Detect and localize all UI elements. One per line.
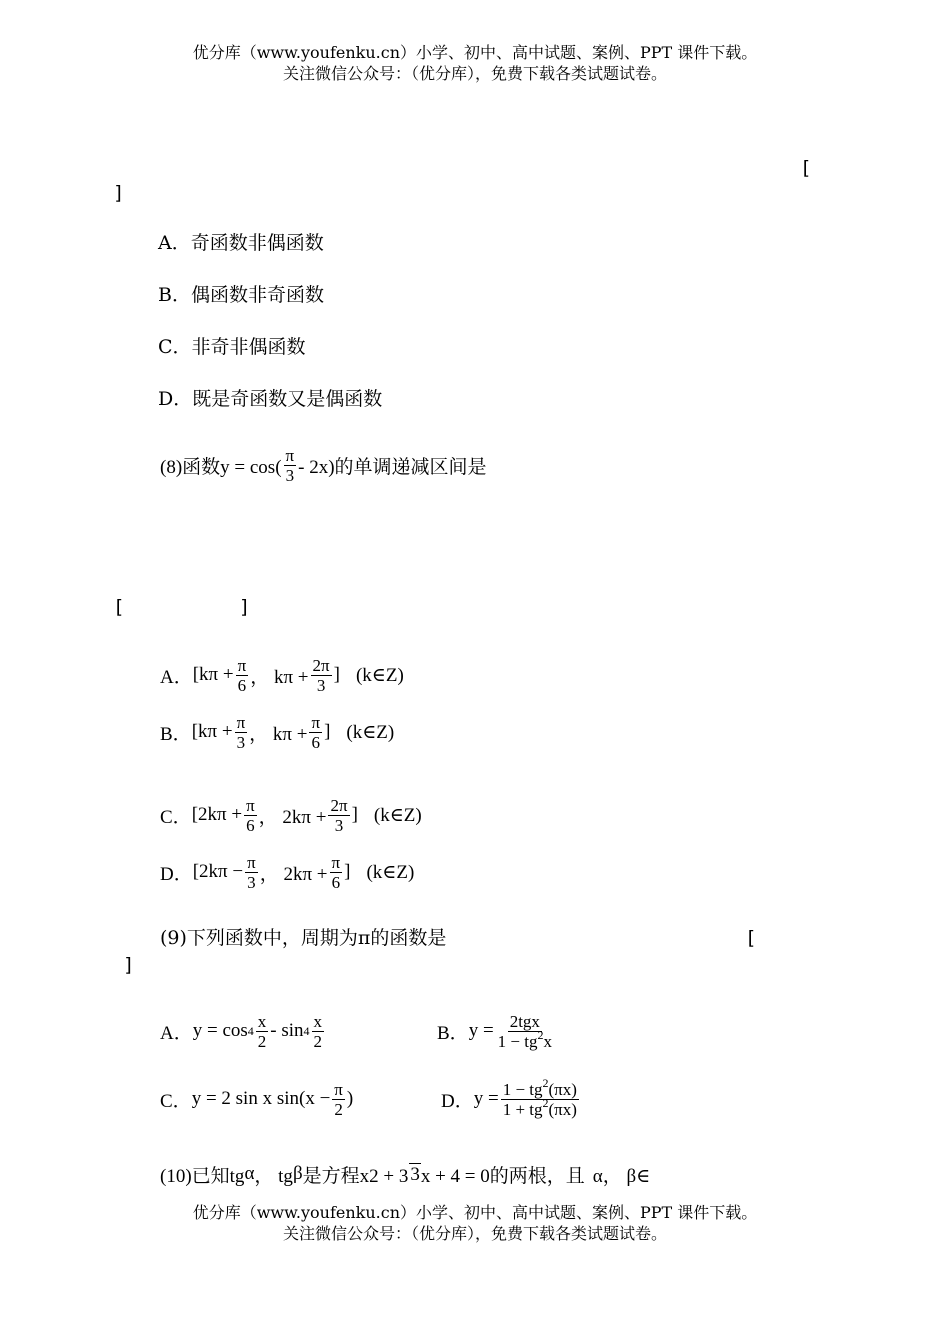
q8-option-c: [160, 790, 422, 840]
q8-option-a-condition: (k∈Z): [355, 664, 404, 686]
q9-option-a-mid: - sin: [270, 1020, 304, 1041]
q9-option-c: [160, 1074, 353, 1124]
frac-den: [496, 1027, 554, 1051]
footer-line-1: 优分库（www.youfenku.cn）小学、初中、高中试题、案例、PPT 课件下载。: [192, 1203, 758, 1222]
q7-bracket-close: ]: [113, 182, 125, 204]
q8-option-a-text-1: [kπ +: [192, 664, 234, 685]
num-part-b: (πx): [548, 1079, 577, 1099]
num-part-a: 1 − tg: [502, 1079, 543, 1099]
q8-option-b-text-2: ， kπ +: [249, 723, 308, 745]
q8-stem: [160, 440, 487, 490]
den-part-a: 1 + tg: [502, 1099, 543, 1119]
q10-part-3: 是方程x2 + 3: [302, 1165, 409, 1187]
footer-line-2: 关注微信公众号：（优分库），免费下载各类试题试卷。: [282, 1224, 667, 1243]
q8-option-c-frac-2: [328, 796, 349, 835]
frac-den: 3: [334, 815, 344, 835]
frac-den: 3: [316, 675, 326, 695]
q8-option-c-text-2: ， 2kπ +: [258, 806, 327, 828]
q9-option-b-label: B．: [437, 1022, 469, 1044]
q8-option-b-condition: (k∈Z): [346, 721, 395, 743]
q9-bracket-close: ]: [123, 954, 135, 976]
q9-stem: (9)下列函数中，周期为π的函数是: [160, 927, 447, 949]
q8-option-b-frac-1: [235, 713, 248, 752]
den-part-a: 1 − tg: [497, 1031, 538, 1051]
q10-alpha: α: [244, 1163, 255, 1184]
frac-num: π: [236, 712, 246, 732]
q9-option-a-frac-2: [312, 1012, 325, 1051]
frac-den: 2: [334, 1099, 343, 1119]
q10-part-4: x + 4 = 0的两根，且: [420, 1165, 585, 1187]
q9-option-a-frac-1: [256, 1012, 269, 1051]
frac-den: 6: [237, 675, 247, 695]
q8-option-d-text-2: ， 2kπ +: [259, 863, 328, 885]
q9-option-b-pre: y =: [468, 1020, 494, 1041]
frac-num: π: [331, 852, 341, 872]
q8-option-b: [160, 707, 394, 757]
q10-part-2: ， tg: [254, 1165, 293, 1187]
den-exp: 2: [537, 1027, 544, 1042]
q8-stem-fraction: [284, 446, 297, 485]
q7-option-c: C．非奇非偶函数: [158, 336, 306, 358]
frac-den: 2: [257, 1031, 267, 1051]
q8-stem-suffix: - 2x)的单调递减区间是: [298, 456, 487, 478]
q8-option-d: [160, 847, 414, 897]
q9-option-b-frac: [496, 1012, 554, 1051]
frac-den: 6: [246, 815, 255, 835]
q8-option-d-text-1: [2kπ −: [192, 861, 244, 882]
frac-num: π: [247, 852, 256, 872]
frac-den: 6: [331, 872, 341, 892]
q8-option-b-text-3: ]: [324, 721, 331, 742]
frac-num: π: [246, 795, 255, 815]
q8-option-c-condition: (k∈Z): [373, 804, 422, 826]
header-line-1: 优分库（www.youfenku.cn）小学、初中、高中试题、案例、PPT 课件下载。: [192, 43, 758, 62]
q8-option-d-frac-1: [245, 853, 258, 892]
q10-stem: [160, 1158, 650, 1190]
q7-option-b: B．偶函数非奇函数: [158, 284, 324, 306]
frac-num: [501, 1075, 579, 1100]
q8-stem-prefix: (8)函数y = cos(: [160, 456, 282, 478]
q9-option-a: A． y = cos 4 $\frac{x}{2}$ - sin 4 $\frac{x}{2}$: [160, 1011, 323, 1051]
header-line-2: 关注微信公众号：（优分库），免费下载各类试题试卷。: [282, 64, 667, 83]
q10-sqrt: 3: [410, 1163, 420, 1185]
q7-option-d: D．既是奇函数又是偶函数: [158, 388, 383, 410]
frac-num: x: [257, 1011, 267, 1031]
frac-num: 2tgx: [509, 1011, 540, 1031]
q9-option-c-post: ): [346, 1088, 354, 1109]
frac-num: 2π: [312, 655, 330, 675]
q9-option-d-frac: [501, 1075, 579, 1119]
q8-stem-frac-den: 3: [285, 465, 295, 485]
frac-num: π: [237, 655, 247, 675]
q8-option-c-text-1: [2kπ +: [191, 804, 243, 825]
q8-option-b-label: B．: [160, 723, 192, 745]
frac-num: π: [334, 1079, 343, 1099]
q8-option-b-text-1: [kπ +: [191, 721, 233, 742]
q10-part-5: α， β∈: [592, 1165, 651, 1187]
frac-den: 3: [247, 872, 256, 892]
q8-option-d-text-3: ]: [344, 861, 351, 882]
q10-beta: β: [292, 1163, 303, 1184]
q8-option-c-frac-1: [244, 796, 257, 835]
q8-option-a: [160, 650, 404, 700]
q9-option-b: [437, 1006, 556, 1056]
q8-option-d-label: D．: [160, 863, 193, 885]
q7-bracket-open: [: [800, 157, 812, 179]
frac-num: 2π: [330, 795, 348, 815]
q10-part-1: (10)已知tg: [160, 1165, 245, 1187]
den-exp: 2: [542, 1095, 549, 1110]
q9-option-c-frac: [332, 1080, 345, 1119]
q9-option-d: [441, 1074, 581, 1124]
den-part-b: x: [543, 1031, 552, 1051]
q8-option-b-frac-2: [309, 713, 322, 752]
q9-option-a-pre: y = cos: [192, 1020, 248, 1041]
q9-bracket-open: [: [745, 927, 757, 949]
frac-num: x: [313, 1011, 323, 1031]
q8-option-a-text-3: ]: [333, 664, 340, 685]
den-part-b: (πx): [548, 1099, 577, 1119]
q8-option-d-frac-2: [330, 853, 343, 892]
frac-den: 3: [236, 732, 246, 752]
q7-option-a: A．奇函数非偶函数: [158, 232, 324, 254]
q8-option-a-frac-1: [236, 656, 249, 695]
frac-den: [501, 1095, 579, 1119]
q8-option-a-frac-2: [311, 656, 332, 695]
q8-stem-frac-num: π: [285, 445, 295, 465]
q8-option-a-text-2: ， kπ +: [250, 666, 309, 688]
frac-den: 2: [313, 1031, 323, 1051]
q8-option-a-label: A．: [160, 666, 193, 688]
q8-answer-bracket: [ ]: [113, 596, 251, 618]
frac-num: π: [311, 712, 321, 732]
q8-option-c-text-3: ]: [351, 804, 358, 825]
q8-option-c-label: C．: [160, 806, 192, 828]
q9-option-d-label: D．: [441, 1090, 474, 1112]
q9-option-c-label: C．: [160, 1090, 192, 1112]
q8-option-d-condition: (k∈Z): [366, 861, 415, 883]
q9-option-d-pre: y =: [473, 1088, 499, 1109]
num-exp: 2: [542, 1075, 549, 1090]
frac-den: 6: [311, 732, 321, 752]
q9-option-c-pre: y = 2 sin x sin(x −: [191, 1088, 331, 1109]
q9-option-a-label: A．: [160, 1022, 193, 1044]
